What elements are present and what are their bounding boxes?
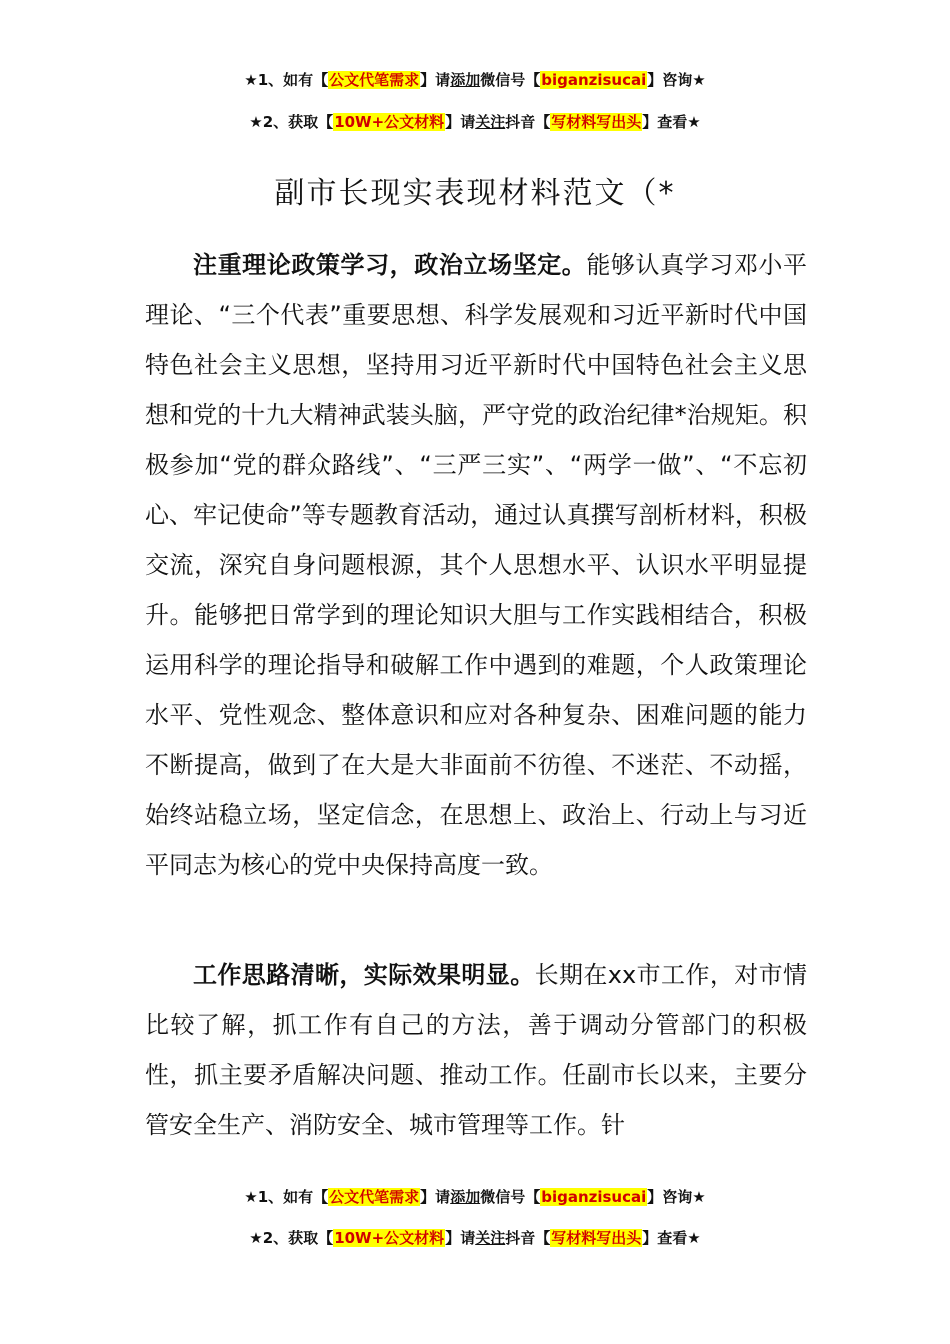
ad-underlined-text: 添加 xyxy=(450,71,481,89)
article-section-1 xyxy=(145,240,807,890)
ad-text: 抖音【 xyxy=(505,1229,551,1247)
ad-text: 】请 xyxy=(445,113,476,131)
paragraph xyxy=(145,950,807,1150)
ad-suffix: 】查看★ xyxy=(642,113,701,131)
ad-text: 微信号【 xyxy=(480,1188,541,1206)
ad-suffix: 】查看★ xyxy=(642,1229,701,1247)
ad-suffix: 】咨询★ xyxy=(647,71,706,89)
ad-underlined-text: 添加 xyxy=(450,1188,481,1206)
ad-highlight-service: 公文代笔需求 xyxy=(329,71,420,89)
ad-text: 抖音【 xyxy=(505,113,551,131)
ad-highlight-wechat-id: biganzisucai xyxy=(541,1188,647,1206)
ad-underlined-text: 关注 xyxy=(475,113,506,131)
ad-underlined-text: 关注 xyxy=(475,1229,506,1247)
ad-text: 】请 xyxy=(445,1229,476,1247)
paragraph-body: 长期在xx市工作，对市情比较了解，抓工作有自己的方法，善于调动分管部门的积极性，抓主要矛盾解决问题、推动工作。任副市长以来，主要分管安全生产、消防安全、城市管理等工作。针 xyxy=(145,961,808,1139)
paragraph xyxy=(145,240,807,890)
ad-highlight-wechat-id: biganzisucai xyxy=(541,71,647,89)
ad-prefix: ★1、如有【 xyxy=(244,1188,329,1206)
paragraph-lead: 注重理论政策学习，政治立场坚定。 xyxy=(193,251,587,279)
document-title: 副市长现实表现材料范文（* xyxy=(274,176,676,211)
ad-highlight-douyin-id: 写材料写出头 xyxy=(551,113,642,131)
paragraph-body: 能够认真学习邓小平理论、“三个代表”重要思想、科学发展观和习近平新时代中国特色社会主义思想，坚持用习近平新时代中国特色社会主义思想和党的十九大精神武装头脑，严守党的政治纪律*治规矩。积极参加“党的群众路线”、“三严三实”、“两学一做”、“不忘初心、牢记使命”等专题教育活动，通过认真撰写剖析材料，积极交流，深究自身问题根源，其个人思想水平、认识水平明显提升。能够把日常学到的理论知识大胆与工作实践相结合，积极运用科学的理论指导和破解工作中遇到的难题，个人政策理论水平、党性观念、整体意识和应对各种复杂、困难问题的能力不断提高，做到了在大是大非面前不彷徨、不迷茫、不动摇，始终站稳立场，坚定信念，在思想上、政治上、行动上与习近平同志为核心的党中央保持高度一致。 xyxy=(145,251,808,879)
ad-highlight-douyin-id: 写材料写出头 xyxy=(551,1229,642,1247)
ad-prefix: ★1、如有【 xyxy=(244,71,329,89)
ad-suffix: 】咨询★ xyxy=(647,1188,706,1206)
footer-ad-line-2 xyxy=(0,1228,950,1248)
footer-ad-line-1 xyxy=(0,1187,950,1207)
ad-text: 】请 xyxy=(420,1188,451,1206)
ad-highlight-materials: 10W+公文材料 xyxy=(334,113,445,131)
ad-text: 】请 xyxy=(420,71,451,89)
article-section-2 xyxy=(145,950,807,1150)
ad-highlight-materials: 10W+公文材料 xyxy=(334,1229,445,1247)
ad-prefix: ★2、获取【 xyxy=(249,1229,334,1247)
ad-prefix: ★2、获取【 xyxy=(249,113,334,131)
ad-text: 微信号【 xyxy=(480,71,541,89)
header-ad-line-1 xyxy=(0,70,950,90)
header-ad-line-2 xyxy=(0,112,950,132)
paragraph-lead: 工作思路清晰，实际效果明显。 xyxy=(193,961,535,989)
ad-highlight-service: 公文代笔需求 xyxy=(329,1188,420,1206)
